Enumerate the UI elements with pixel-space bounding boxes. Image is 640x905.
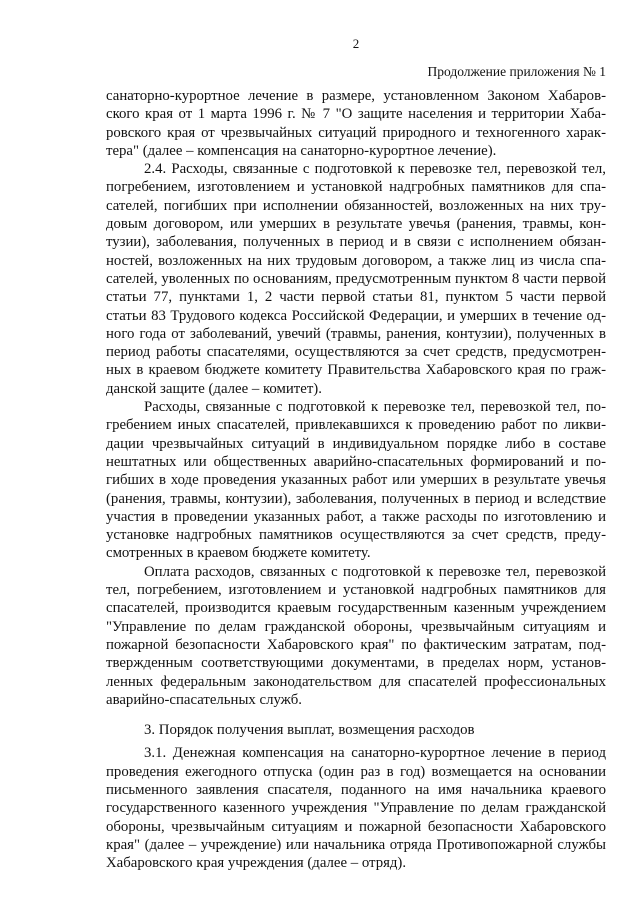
paragraph-other-rescuers: Расходы, связанные с подготовкой к перевозке тел, перевозкой тел, погребением иных спасателей, привлекавшихся к проведению работ по ликвидации чрезвычайных ситуаций в индивидуальном порядке либо в составе нештатных или общественных аварийно-спасательных формирований и погибших в ходе проведения указанных работ или умерших в результате увечья (ранения, травмы, контузии), заболевания, полученных в период и вследствие участия в проведении указанных работ, а также расходы по изготовлению и установке надгробных памятников осуществляются за счет средств, предусмотренных в краевом бюджете комитету. [106,399,606,562]
paragraph-3-1: 3.1. Денежная компенсация на санаторно-курортное лечение в период проведения ежегодного отпуска (один раз в год) возмещается на основании письменного заявления спасателя, поданного на имя начальника краевого государственного казенного учреждения "Управление по делам гражданской обороны, чрезвычайным ситуациям и пожарной безопасности Хабаровского края" (далее – учреждение) или начальника отряда Противопожарной службы Хабаровского края учреждения (далее – отряд). [106,745,606,872]
section-3-heading: 3. Порядок получения выплат, возмещения расходов [144,722,475,739]
paragraph-compensation-continued: санаторно-курортное лечение в размере, установленном Законом Хабаровского края от 1 марта 1996 г. № 7 "О защите населения и территории Хабаровского края от чрезвычайных ситуаций природного и техногенного характера" (далее – компенсация на санаторно-курортное лечение). [106,88,606,159]
appendix-continuation-label: Продолжение приложения № 1 [427,64,606,79]
paragraph-2-4: 2.4. Расходы, связанные с подготовкой к перевозке тел, перевозкой тел, погребением, изготовлением и установкой надгробных памятников для спасателей, погибших при исполнении обязанностей, возложенных на них трудовым договором, или умерших в результате увечья (ранения, травмы, контузии), заболевания, полученных в период и в связи с исполнением обязанностей, возложенных на них трудовым договором, а также лиц из числа спасателей, уволенных по основаниям, предусмотренным пунктом 8 части первой статьи 77, пунктами 1, 2 части первой статьи 81, пунктом 5 части первой статьи 83 Трудового кодекса Российской Федерации, и умерших в течение одного года от заболеваний, увечий (травмы, ранения, контузии), полученных в период работы спасателями, осуществляются за счет средств, предусмотренных в краевом бюджете комитету Правительства Хабаровского края по гражданской защите (далее – комитет). [106,161,606,397]
page-number: 2 [352,36,360,51]
paragraph-payment-of-expenses: Оплата расходов, связанных с подготовкой к перевозке тел, перевозкой тел, погребением, изготовлением и установкой надгробных памятников для спасателей, производится краевым государственным казенным учреждением "Управление по делам гражданской обороны, чрезвычайным ситуациям и пожарной безопасности Хабаровского края" по фактическим затратам, подтвержденным соответствующими документами, в пределах норм, установленных федеральным законодательством для спасателей профессиональных аварийно-спасательных служб. [106,563,606,708]
document-body [106,87,606,872]
